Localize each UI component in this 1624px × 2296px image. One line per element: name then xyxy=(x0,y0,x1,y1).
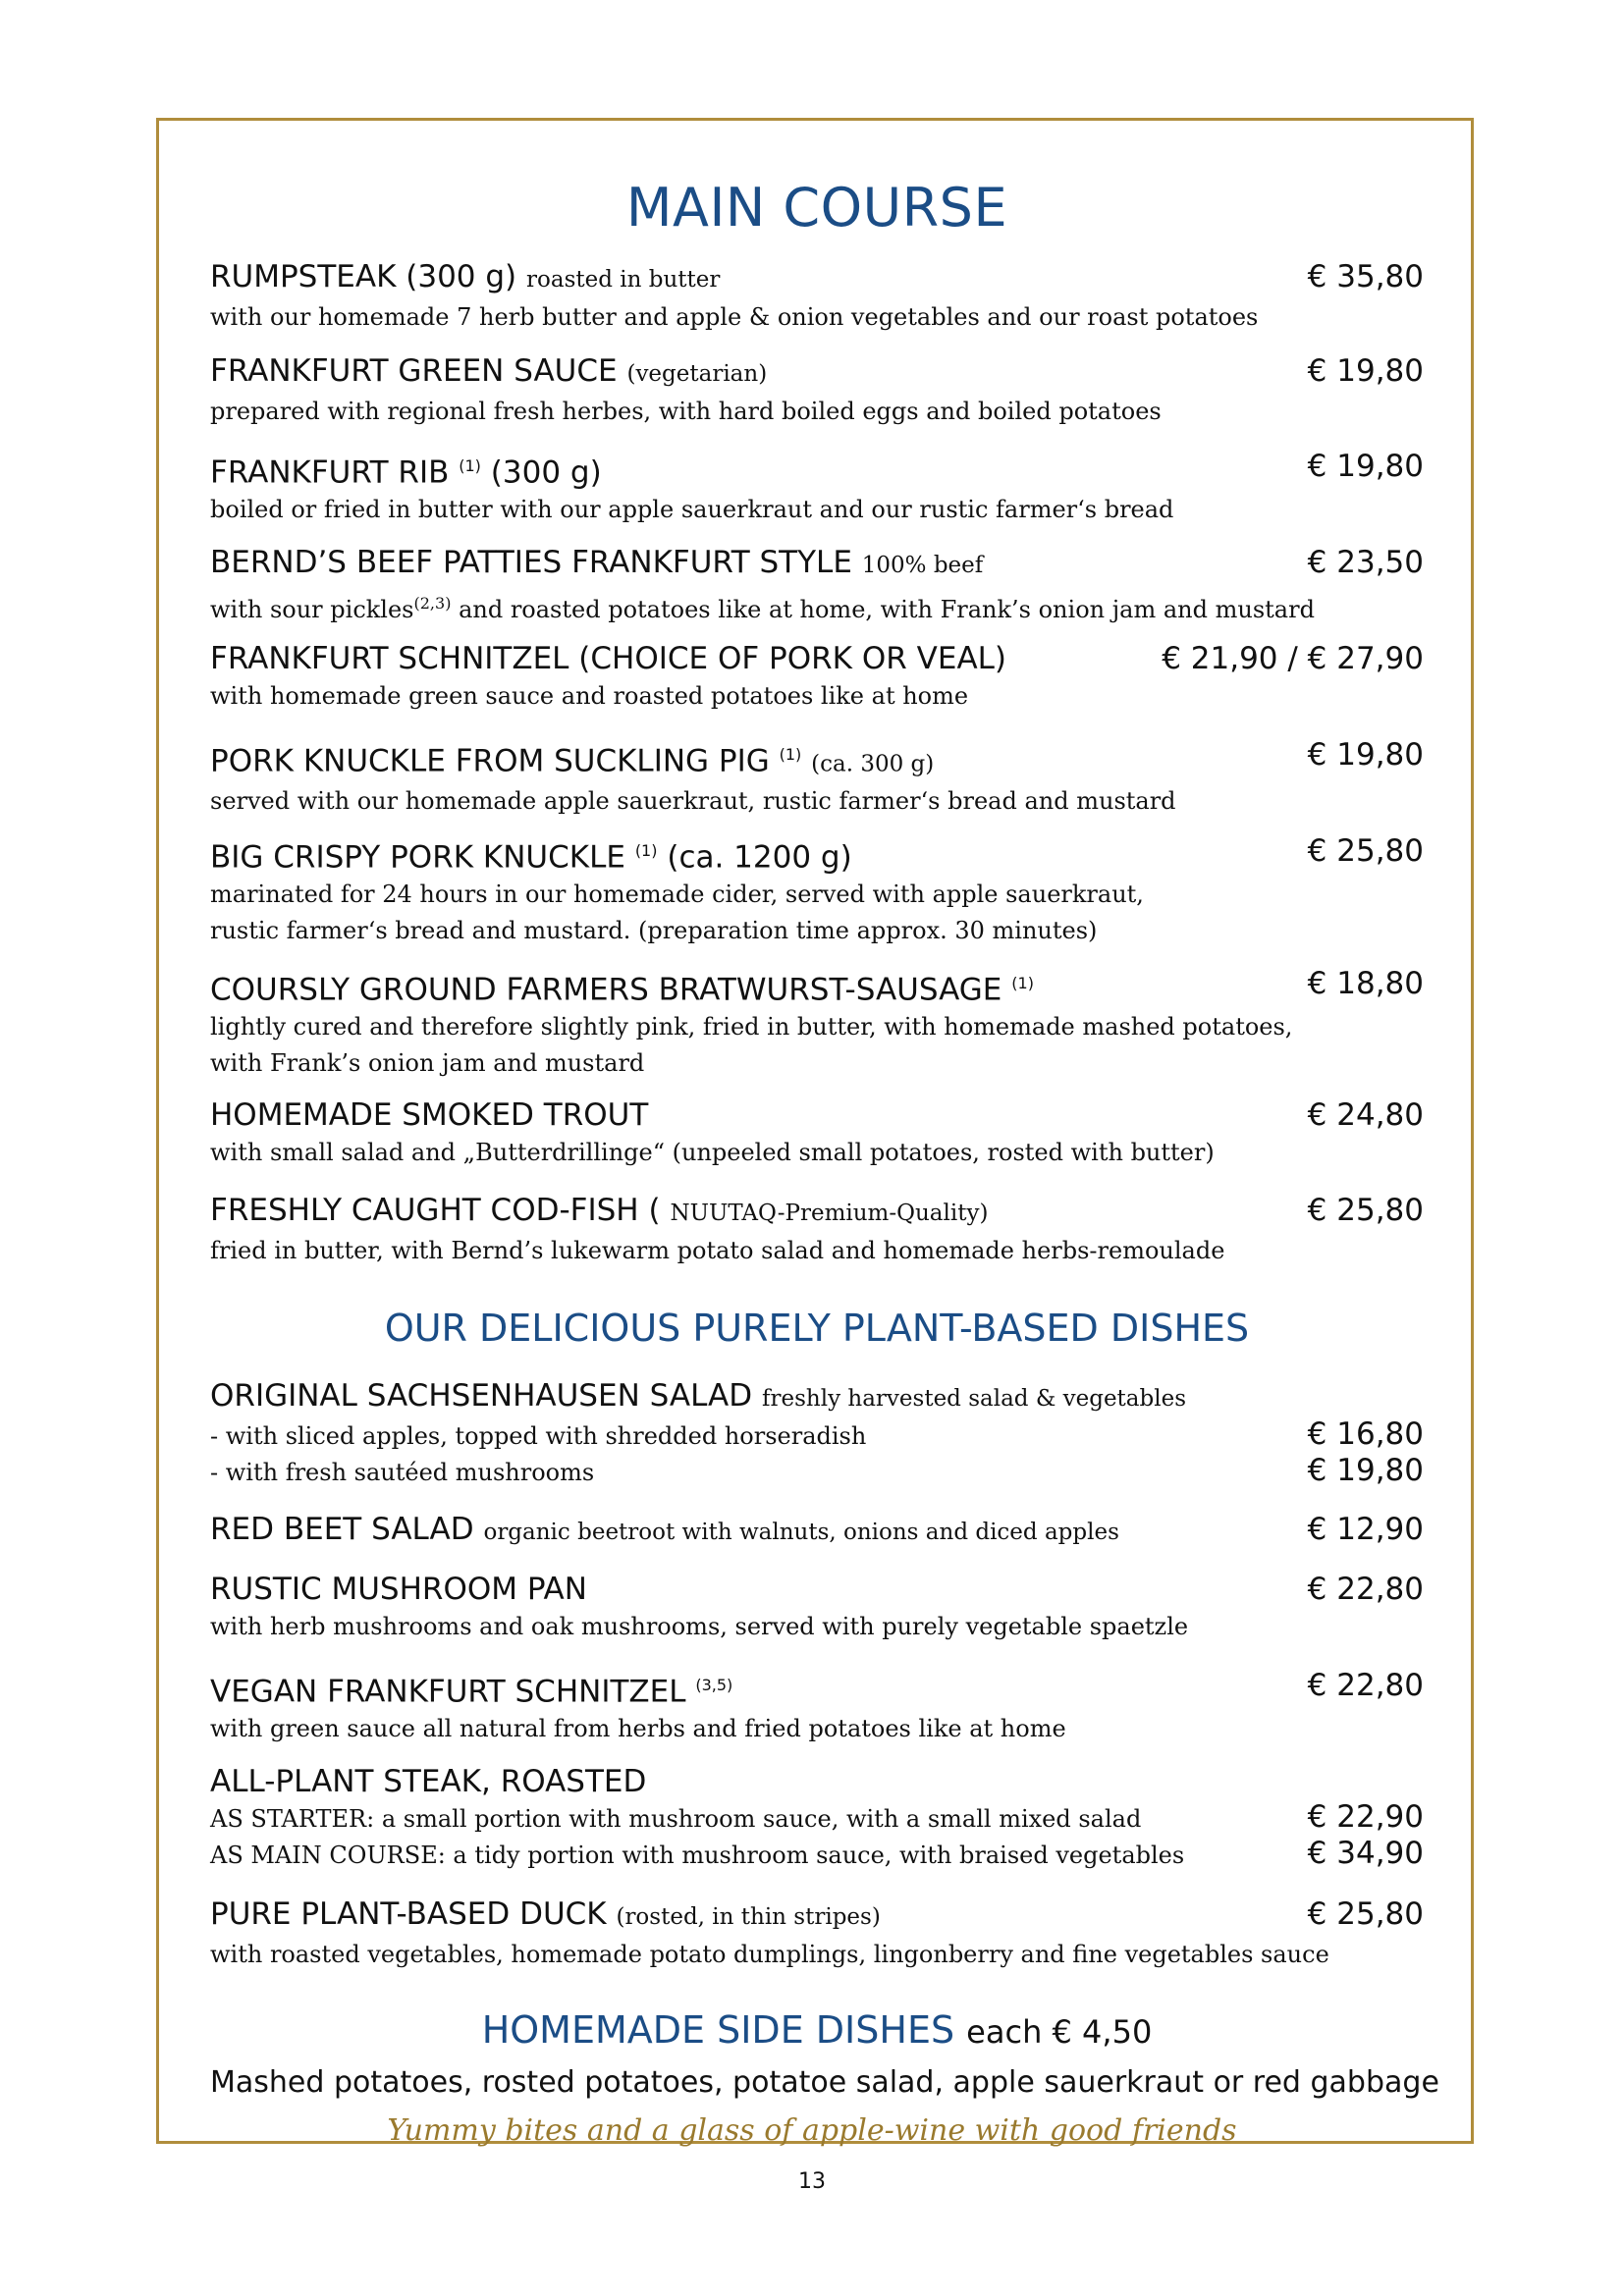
menu-item xyxy=(210,351,1424,430)
menu-item xyxy=(210,1191,1424,1269)
item-title xyxy=(210,351,1424,394)
item-option xyxy=(210,1609,1424,1645)
menu-item xyxy=(210,831,1424,949)
menu-item xyxy=(210,639,1424,715)
option-text: with green sauce all natural from herbs and fried potatoes like at home xyxy=(210,1715,1066,1743)
item-title xyxy=(210,1762,1424,1801)
menu-item xyxy=(210,1376,1424,1491)
menu-item xyxy=(210,447,1424,528)
allergen-note: (3,5) xyxy=(695,1676,733,1694)
allergen-note: (1) xyxy=(459,456,481,475)
item-note: organic beetroot with walnuts, onions and diced apples xyxy=(483,1520,1119,1545)
item-weight: (300 g) xyxy=(490,454,602,491)
item-title xyxy=(210,1376,1424,1418)
item-note: (rosted, in thin stripes) xyxy=(616,1904,881,1930)
allergen-note: (1) xyxy=(634,841,658,860)
item-price: € 23,50 xyxy=(1307,545,1424,580)
item-title xyxy=(210,1191,1424,1233)
item-price: € 19,80 xyxy=(1307,353,1424,389)
main-course-heading: MAIN COURSE xyxy=(625,177,1008,239)
item-title xyxy=(210,735,1424,783)
item-description: marinated for 24 hours in our homemade cider, served with apple sauerkraut, xyxy=(210,881,1144,909)
allergen-note: (2,3) xyxy=(413,594,452,613)
item-note: (vegetarian) xyxy=(626,361,768,387)
menu-item xyxy=(210,964,1424,1082)
item-note: 100% beef xyxy=(861,553,984,578)
item-note: NUUTAQ-Premium-Quality) xyxy=(670,1201,989,1226)
item-title xyxy=(210,831,1424,877)
item-price: € 22,80 xyxy=(1307,1668,1424,1703)
item-option xyxy=(210,1838,1424,1874)
option-text: - with fresh sautéed mushrooms xyxy=(210,1459,595,1486)
item-description: lightly cured and therefore slightly pink, fried in butter, with homemade mashed potatoes, xyxy=(210,1013,1293,1041)
item-name: HOMEMADE SMOKED TROUT xyxy=(210,1097,649,1133)
item-option xyxy=(210,1937,1424,1973)
item-description: served with our homemade apple sauerkraut, rustic farmer‘s bread and mustard xyxy=(210,787,1176,816)
item-note: roasted in butter xyxy=(526,267,721,293)
allergen-note: (1) xyxy=(1011,974,1034,992)
option-text: AS STARTER: a small portion with mushroom sauce, with a small mixed salad xyxy=(210,1805,1142,1833)
item-description: prepared with regional fresh herbes, with hard boiled eggs and boiled potatoes xyxy=(210,398,1162,425)
option-price: € 34,90 xyxy=(1307,1836,1424,1871)
item-name: PURE PLANT-BASED DUCK xyxy=(210,1896,607,1932)
menu-item xyxy=(210,735,1424,820)
side-dishes-title: HOMEMADE SIDE DISHES xyxy=(481,2008,955,2052)
item-weight: (ca. 1200 g) xyxy=(667,839,852,876)
item-price: € 22,80 xyxy=(1307,1572,1424,1607)
item-option xyxy=(210,1418,1424,1455)
option-price: € 22,90 xyxy=(1307,1799,1424,1835)
menu-item xyxy=(210,1666,1424,1747)
item-name: RED BEET SALAD xyxy=(210,1512,474,1547)
item-description: with Frank’s onion jam and mustard xyxy=(210,1049,645,1078)
item-price: € 35,80 xyxy=(1307,259,1424,294)
item-price: € 25,80 xyxy=(1307,1193,1424,1228)
item-title xyxy=(210,1895,1424,1937)
option-text: with herb mushrooms and oak mushrooms, served with purely vegetable spaetzle xyxy=(210,1613,1189,1640)
option-text: AS MAIN COURSE: a tidy portion with mushroom sauce, with braised vegetables xyxy=(210,1842,1185,1869)
allergen-note: (1) xyxy=(779,745,802,764)
item-name: BIG CRISPY PORK KNUCKLE xyxy=(210,839,625,876)
item-option xyxy=(210,1801,1424,1838)
item-note: freshly harvested salad & vegetables xyxy=(762,1386,1187,1412)
side-dishes-heading xyxy=(210,2008,1424,2052)
item-name: RUMPSTEAK (300 g) xyxy=(210,259,517,294)
option-price: € 19,80 xyxy=(1307,1453,1424,1488)
item-price: € 25,80 xyxy=(1307,833,1424,869)
menu-item xyxy=(210,1095,1424,1171)
item-description: rustic farmer‘s bread and mustard. (preparation time approx. 30 minutes) xyxy=(210,917,1098,945)
item-description: fried in butter, with Bernd’s lukewarm potato salad and homemade herbs-remoulade xyxy=(210,1237,1225,1264)
item-name: FRANKFURT SCHNITZEL (CHOICE OF PORK OR VEAL) xyxy=(210,641,1007,676)
item-price: € 25,80 xyxy=(1307,1896,1424,1932)
item-title xyxy=(210,964,1424,1009)
item-name: ALL-PLANT STEAK, ROASTED xyxy=(210,1764,647,1799)
item-title xyxy=(210,1666,1424,1711)
item-title xyxy=(210,1570,1424,1609)
menu-item xyxy=(210,1570,1424,1645)
item-price: € 21,90 / € 27,90 xyxy=(1162,641,1424,676)
menu-item xyxy=(210,257,1424,336)
item-title xyxy=(210,1510,1424,1552)
option-price: € 16,80 xyxy=(1307,1416,1424,1452)
item-name: COURSLY GROUND FARMERS BRATWURST-SAUSAGE xyxy=(210,972,1002,1008)
item-name: BERND’S BEEF PATTIES FRANKFURT STYLE xyxy=(210,545,852,580)
item-name: RUSTIC MUSHROOM PAN xyxy=(210,1572,587,1607)
side-dishes-list: Mashed potatoes, rosted potatoes, potatoe salad, apple sauerkraut or red gabbage xyxy=(210,2065,1439,2100)
item-price: € 19,80 xyxy=(1307,449,1424,484)
item-price: € 12,90 xyxy=(1307,1512,1424,1547)
item-description: with small salad and „Butterdrillinge“ (unpeeled small potatoes, rosted with butter) xyxy=(210,1139,1215,1166)
item-description: with sour pickles$^{(2,3)}$ and roasted potatoes like at home, with Frank’s onion jam and mustard xyxy=(210,594,1315,623)
item-name: FRANKFURT RIB xyxy=(210,454,450,491)
item-name: FRANKFURT GREEN SAUCE xyxy=(210,353,618,389)
menu-item xyxy=(210,1510,1424,1552)
side-dishes-price: each € 4,50 xyxy=(966,2013,1153,2051)
item-description: with our homemade 7 herb butter and apple & onion vegetables and our roast potatoes xyxy=(210,303,1259,331)
item-title xyxy=(210,1095,1424,1135)
plant-based-heading: OUR DELICIOUS PURELY PLANT-BASED DISHES xyxy=(384,1307,1250,1350)
item-name: FRESHLY CAUGHT COD-FISH ( xyxy=(210,1193,661,1228)
item-name: ORIGINAL SACHSENHAUSEN SALAD xyxy=(210,1378,753,1414)
item-description: with homemade green sauce and roasted potatoes like at home xyxy=(210,682,969,710)
item-option xyxy=(210,1711,1424,1747)
item-price: € 18,80 xyxy=(1307,966,1424,1001)
menu-item xyxy=(210,543,1424,628)
item-name: VEGAN FRANKFURT SCHNITZEL xyxy=(210,1674,686,1710)
item-description: boiled or fried in butter with our apple sauerkraut and our rustic farmer‘s bread xyxy=(210,496,1174,524)
menu-item xyxy=(210,1895,1424,1973)
item-option xyxy=(210,1455,1424,1491)
page-number: 13 xyxy=(798,2169,826,2194)
slogan: Yummy bites and a glass of apple-wine with good friends xyxy=(387,2113,1237,2148)
item-price: € 19,80 xyxy=(1307,737,1424,773)
item-title xyxy=(210,257,1424,299)
item-note: (ca. 300 g) xyxy=(811,751,935,777)
item-price: € 24,80 xyxy=(1307,1097,1424,1133)
item-name: PORK KNUCKLE FROM SUCKLING PIG xyxy=(210,743,770,779)
item-title xyxy=(210,543,1424,585)
item-title xyxy=(210,447,1424,492)
option-text: - with sliced apples, topped with shredded horseradish xyxy=(210,1422,867,1450)
menu-content xyxy=(210,0,1439,2296)
menu-item xyxy=(210,1762,1424,1874)
option-text: with roasted vegetables, homemade potato dumplings, lingonberry and fine vegetables sauce xyxy=(210,1941,1329,1968)
